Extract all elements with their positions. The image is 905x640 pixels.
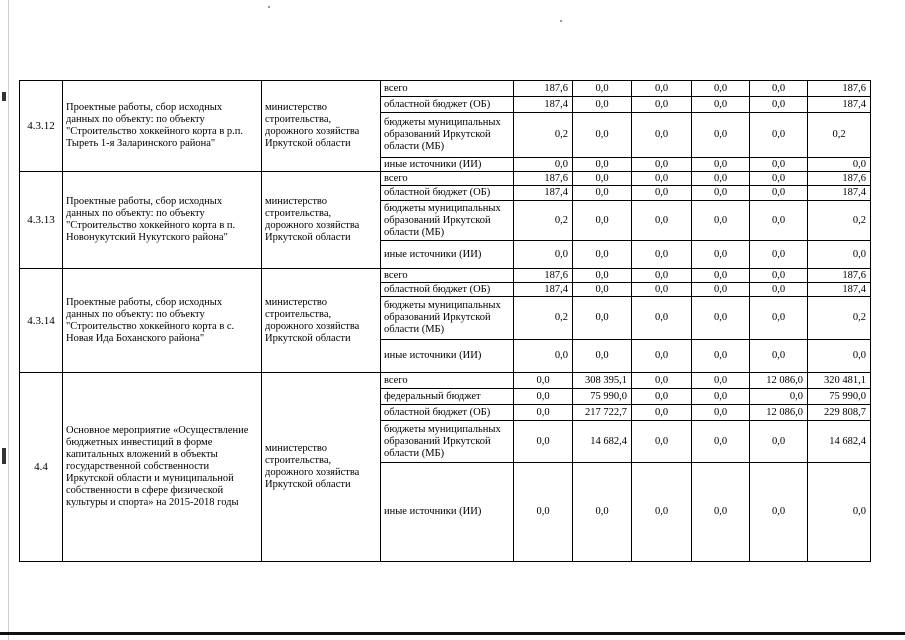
table-row	[20, 373, 871, 389]
source-label: иные источники (ИИ)	[381, 340, 514, 373]
table-row	[20, 81, 871, 97]
value-cell: 187,4	[808, 97, 871, 113]
value-cell: 187,4	[514, 186, 573, 201]
value-cell: 0,0	[514, 421, 573, 463]
value-cell: 0,0	[632, 97, 692, 113]
value-cell: 0,2	[514, 297, 573, 340]
value-cell: 0,0	[514, 463, 573, 562]
value-cell: 0,0	[692, 81, 750, 97]
value-cell: 0,0	[750, 172, 808, 186]
value-cell: 0,0	[692, 283, 750, 297]
value-cell: 0,0	[692, 463, 750, 562]
table-row	[20, 172, 871, 186]
value-cell: 0,0	[632, 186, 692, 201]
value-cell: 0,0	[750, 241, 808, 269]
value-cell: 0,0	[692, 113, 750, 158]
value-cell: 0,0	[750, 421, 808, 463]
source-label: областной бюджет (ОБ)	[381, 97, 514, 113]
value-cell: 0,0	[750, 97, 808, 113]
scan-edge-bottom	[0, 632, 905, 635]
source-label: иные источники (ИИ)	[381, 463, 514, 562]
row-description: Проектные работы, сбор исходных данных по объекту: по объекту "Строительство хоккейного корта в с. Новая Ида Боханского района"	[63, 269, 262, 373]
source-label: всего	[381, 81, 514, 97]
value-cell: 0,0	[692, 201, 750, 241]
value-cell: 187,4	[808, 186, 871, 201]
value-cell: 0,0	[692, 297, 750, 340]
value-cell: 0,2	[808, 113, 871, 158]
value-cell: 187,6	[514, 81, 573, 97]
source-label: иные источники (ИИ)	[381, 158, 514, 172]
value-cell: 0,0	[808, 158, 871, 172]
value-cell: 308 395,1	[573, 373, 632, 389]
value-cell: 0,0	[632, 81, 692, 97]
value-cell: 0,0	[632, 421, 692, 463]
value-cell: 0,0	[573, 158, 632, 172]
row-ministry: министерство строительства, дорожного хозяйства Иркутской области	[262, 269, 381, 373]
source-label: всего	[381, 373, 514, 389]
source-label: бюджеты муниципальных образований Иркутской области (МБ)	[381, 297, 514, 340]
value-cell: 0,0	[750, 81, 808, 97]
source-label: бюджеты муниципальных образований Иркутской области (МБ)	[381, 421, 514, 463]
value-cell: 0,0	[632, 297, 692, 340]
value-cell: 14 682,4	[808, 421, 871, 463]
value-cell: 229 808,7	[808, 405, 871, 421]
row-code: 4.4	[20, 373, 63, 562]
value-cell: 12 086,0	[750, 405, 808, 421]
value-cell: 0,0	[573, 172, 632, 186]
value-cell: 0,0	[632, 158, 692, 172]
value-cell: 0,0	[514, 373, 573, 389]
value-cell: 0,0	[692, 97, 750, 113]
row-ministry: министерство строительства, дорожного хозяйства Иркутской области	[262, 81, 381, 172]
source-label: областной бюджет (ОБ)	[381, 405, 514, 421]
value-cell: 0,0	[692, 158, 750, 172]
scan-mark	[2, 448, 6, 464]
value-cell: 0,0	[750, 283, 808, 297]
value-cell: 0,0	[692, 421, 750, 463]
row-description: Проектные работы, сбор исходных данных по объекту: по объекту "Строительство хоккейного корта в р.п. Тыреть 1-я Заларинского района"	[63, 81, 262, 172]
value-cell: 0,0	[514, 340, 573, 373]
value-cell: 0,0	[692, 373, 750, 389]
scan-edge-left	[8, 0, 9, 640]
value-cell: 0,0	[692, 340, 750, 373]
value-cell: 0,0	[750, 201, 808, 241]
value-cell: 0,0	[632, 283, 692, 297]
value-cell: 0,0	[632, 172, 692, 186]
value-cell: 217 722,7	[573, 405, 632, 421]
value-cell: 0,0	[750, 113, 808, 158]
value-cell: 0,0	[632, 201, 692, 241]
source-label: бюджеты муниципальных образований Иркутской области (МБ)	[381, 201, 514, 241]
value-cell: 0,0	[750, 389, 808, 405]
value-cell: 0,0	[573, 241, 632, 269]
value-cell: 0,0	[750, 463, 808, 562]
value-cell: 0,0	[808, 340, 871, 373]
value-cell: 0,0	[808, 463, 871, 562]
value-cell: 0,0	[573, 97, 632, 113]
value-cell: 187,6	[514, 269, 573, 283]
value-cell: 0,0	[632, 113, 692, 158]
value-cell: 0,0	[632, 463, 692, 562]
row-description: Основное мероприятие «Осуществление бюджетных инвестиций в форме капитальных вложений в объекты государственной собственности Иркутской области и муниципальной собственности в сфере физической культуры и спорта» на 2015-2018 годы	[63, 373, 262, 562]
value-cell: 0,0	[750, 186, 808, 201]
scan-speck	[268, 6, 270, 8]
value-cell: 0,0	[750, 340, 808, 373]
value-cell: 0,0	[573, 297, 632, 340]
value-cell: 0,0	[632, 405, 692, 421]
source-label: иные источники (ИИ)	[381, 241, 514, 269]
value-cell: 0,0	[750, 158, 808, 172]
value-cell: 320 481,1	[808, 373, 871, 389]
value-cell: 187,6	[808, 269, 871, 283]
value-cell: 187,6	[514, 172, 573, 186]
row-ministry: министерство строительства, дорожного хозяйства Иркутской области	[262, 172, 381, 269]
value-cell: 0,0	[632, 241, 692, 269]
source-label: федеральный бюджет	[381, 389, 514, 405]
value-cell: 0,0	[632, 340, 692, 373]
value-cell: 0,0	[573, 113, 632, 158]
source-label: всего	[381, 269, 514, 283]
scan-speck	[560, 20, 562, 22]
table-row	[20, 269, 871, 283]
row-description: Проектные работы, сбор исходных данных по объекту: по объекту "Строительство хоккейного корта в п. Новонукутский Нукутского района"	[63, 172, 262, 269]
source-label: всего	[381, 172, 514, 186]
value-cell: 0,2	[514, 113, 573, 158]
value-cell: 187,6	[808, 172, 871, 186]
value-cell: 0,0	[692, 172, 750, 186]
source-label: областной бюджет (ОБ)	[381, 283, 514, 297]
value-cell: 0,0	[692, 241, 750, 269]
value-cell: 187,4	[514, 283, 573, 297]
value-cell: 75 990,0	[808, 389, 871, 405]
row-code: 4.3.14	[20, 269, 63, 373]
row-code: 4.3.13	[20, 172, 63, 269]
value-cell: 0,0	[573, 283, 632, 297]
scan-mark	[2, 92, 6, 101]
value-cell: 12 086,0	[750, 373, 808, 389]
value-cell: 0,0	[514, 241, 573, 269]
value-cell: 0,0	[632, 389, 692, 405]
value-cell: 0,0	[573, 201, 632, 241]
value-cell: 14 682,4	[573, 421, 632, 463]
value-cell: 0,0	[632, 373, 692, 389]
value-cell: 0,0	[573, 340, 632, 373]
value-cell: 0,0	[632, 269, 692, 283]
value-cell: 0,0	[750, 269, 808, 283]
value-cell: 0,0	[573, 186, 632, 201]
value-cell: 0,0	[573, 81, 632, 97]
value-cell: 0,0	[808, 241, 871, 269]
source-label: бюджеты муниципальных образований Иркутской области (МБ)	[381, 113, 514, 158]
value-cell: 0,0	[514, 389, 573, 405]
row-ministry: министерство строительства, дорожного хозяйства Иркутской области	[262, 373, 381, 562]
source-label: областной бюджет (ОБ)	[381, 186, 514, 201]
value-cell: 0,2	[808, 297, 871, 340]
value-cell: 187,4	[514, 97, 573, 113]
value-cell: 0,0	[514, 158, 573, 172]
value-cell: 75 990,0	[573, 389, 632, 405]
value-cell: 0,0	[573, 463, 632, 562]
value-cell: 0,2	[514, 201, 573, 241]
row-code: 4.3.12	[20, 81, 63, 172]
value-cell: 0,0	[692, 389, 750, 405]
value-cell: 0,0	[514, 405, 573, 421]
value-cell: 187,4	[808, 283, 871, 297]
value-cell: 0,0	[692, 269, 750, 283]
value-cell: 0,0	[573, 269, 632, 283]
value-cell: 0,0	[692, 186, 750, 201]
value-cell: 0,0	[750, 297, 808, 340]
budget-table	[19, 80, 871, 562]
value-cell: 0,2	[808, 201, 871, 241]
value-cell: 187,6	[808, 81, 871, 97]
value-cell: 0,0	[692, 405, 750, 421]
